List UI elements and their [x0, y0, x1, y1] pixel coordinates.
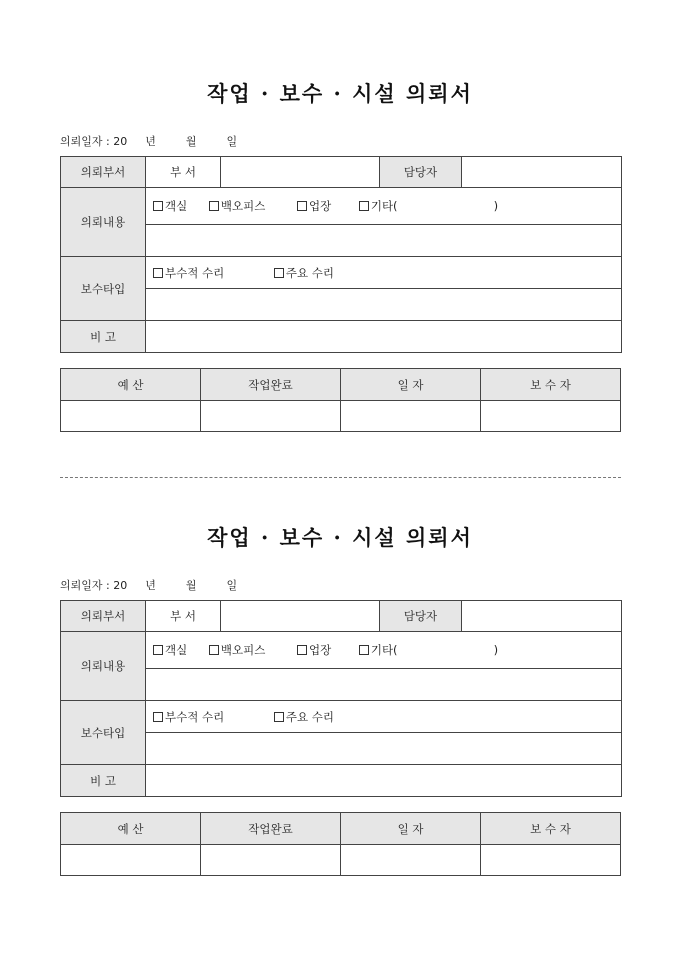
- repairer-header: 보 수 자: [481, 813, 621, 845]
- request-date-line: [60, 577, 237, 593]
- dept-label: 부 서: [146, 157, 221, 188]
- completion-table: [60, 812, 621, 876]
- request-dept-label: 의뢰부서: [61, 601, 146, 632]
- date-month-label: 월: [185, 135, 197, 148]
- checkbox-other[interactable]: 기타(: [359, 642, 398, 658]
- form-title: 작업 · 보수 · 시설 의뢰서: [207, 81, 473, 106]
- date-field[interactable]: [341, 845, 481, 876]
- repairer-field[interactable]: [481, 401, 621, 432]
- checkbox-major-repair[interactable]: 주요 수리: [274, 709, 334, 725]
- checkbox-back-office[interactable]: 백오피스: [209, 642, 265, 658]
- checkbox-icon: [297, 201, 307, 211]
- form-title: 작업 · 보수 · 시설 의뢰서: [207, 525, 473, 550]
- budget-field[interactable]: [61, 845, 201, 876]
- date-day-label: 일: [226, 135, 238, 148]
- date-field[interactable]: [341, 401, 481, 432]
- repair-detail-field[interactable]: [146, 733, 622, 765]
- date-header: 일 자: [341, 813, 481, 845]
- repair-detail-field[interactable]: [146, 289, 622, 321]
- date-day-label: 일: [226, 579, 238, 592]
- checkbox-icon: [274, 712, 284, 722]
- remarks-field[interactable]: [146, 765, 622, 797]
- date-label: 의뢰일자 : 20: [60, 135, 128, 148]
- repair-type-label: 보수타입: [61, 701, 146, 765]
- date-header: 일 자: [341, 369, 481, 401]
- content-options: [146, 188, 622, 225]
- checkbox-minor-repair[interactable]: 부수적 수리: [153, 709, 224, 725]
- content-options: [146, 632, 622, 669]
- request-date-line: [60, 133, 237, 149]
- manager-field[interactable]: [462, 157, 622, 188]
- checkbox-icon: [153, 645, 163, 655]
- checkbox-venue[interactable]: 업장: [297, 198, 331, 214]
- manager-label: 담당자: [380, 157, 462, 188]
- checkbox-icon: [209, 201, 219, 211]
- request-dept-label: 의뢰부서: [61, 157, 146, 188]
- checkbox-minor-repair[interactable]: 부수적 수리: [153, 265, 224, 281]
- request-table: [60, 600, 622, 797]
- budget-header: 예 산: [61, 813, 201, 845]
- checkbox-icon: [153, 201, 163, 211]
- date-year-label: 년: [145, 579, 156, 592]
- repair-options: [146, 257, 622, 289]
- repair-type-label: 보수타입: [61, 257, 146, 321]
- budget-field[interactable]: [61, 401, 201, 432]
- checkbox-icon: [153, 712, 163, 722]
- content-detail-field[interactable]: [146, 669, 622, 701]
- completion-header: 작업완료: [201, 369, 341, 401]
- checkbox-venue[interactable]: 업장: [297, 642, 331, 658]
- checkbox-icon: [359, 645, 369, 655]
- date-month-label: 월: [185, 579, 197, 592]
- request-form-1: [0, 0, 680, 440]
- checkbox-room[interactable]: 객실: [153, 198, 187, 214]
- date-year-label: 년: [145, 135, 156, 148]
- checkbox-other[interactable]: 기타(: [359, 198, 398, 214]
- request-table: [60, 156, 622, 353]
- checkbox-icon: [153, 268, 163, 278]
- other-close-paren: ): [493, 199, 499, 213]
- checkbox-room[interactable]: 객실: [153, 642, 187, 658]
- completion-table: [60, 368, 621, 432]
- budget-header: 예 산: [61, 369, 201, 401]
- content-label: 의뢰내용: [61, 632, 146, 701]
- remarks-label: 비 고: [61, 321, 146, 353]
- request-form-2: [0, 444, 680, 884]
- dept-field[interactable]: [221, 601, 380, 632]
- checkbox-major-repair[interactable]: 주요 수리: [274, 265, 334, 281]
- checkbox-icon: [209, 645, 219, 655]
- dept-field[interactable]: [221, 157, 380, 188]
- dept-label: 부 서: [146, 601, 221, 632]
- repairer-field[interactable]: [481, 845, 621, 876]
- checkbox-icon: [297, 645, 307, 655]
- checkbox-icon: [274, 268, 284, 278]
- manager-field[interactable]: [462, 601, 622, 632]
- checkbox-icon: [359, 201, 369, 211]
- manager-label: 담당자: [380, 601, 462, 632]
- completion-header: 작업완료: [201, 813, 341, 845]
- content-label: 의뢰내용: [61, 188, 146, 257]
- remarks-field[interactable]: [146, 321, 622, 353]
- remarks-label: 비 고: [61, 765, 146, 797]
- other-close-paren: ): [493, 643, 499, 657]
- repairer-header: 보 수 자: [481, 369, 621, 401]
- completion-field[interactable]: [201, 401, 341, 432]
- date-label: 의뢰일자 : 20: [60, 579, 128, 592]
- content-detail-field[interactable]: [146, 225, 622, 257]
- completion-field[interactable]: [201, 845, 341, 876]
- repair-options: [146, 701, 622, 733]
- checkbox-back-office[interactable]: 백오피스: [209, 198, 265, 214]
